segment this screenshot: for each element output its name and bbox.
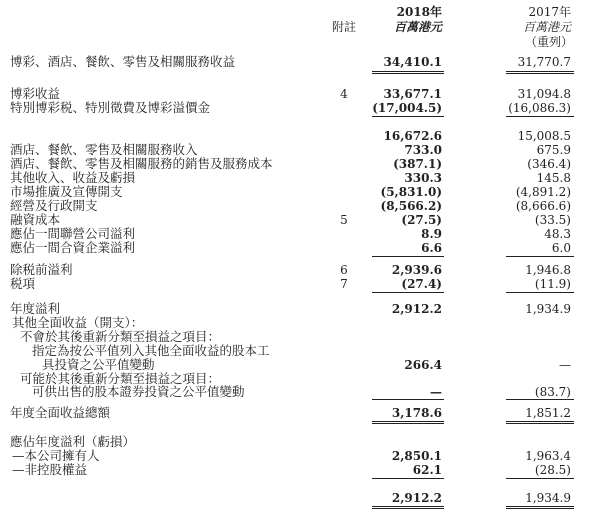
value-2017: 15,008.5 — [517, 129, 571, 143]
row-label: 融資成本 — [10, 212, 61, 227]
value-2017: (33.5) — [534, 213, 571, 227]
row-label: 應佔一間聯營公司溢利 — [10, 226, 136, 241]
subtotal-underline — [372, 116, 444, 117]
value-2017: 1,963.4 — [525, 449, 571, 463]
row-label: 應佔年度溢利（虧損） — [10, 434, 136, 449]
double-underline — [506, 73, 574, 74]
value-2017: — — [559, 358, 571, 372]
value-2018: (27.4) — [401, 277, 442, 291]
value-2018: 16,672.6 — [383, 129, 442, 143]
double-underline — [372, 506, 444, 507]
row-label: 不會於其後重新分類至損益之項目： — [20, 329, 221, 344]
row-label: 博彩收益 — [10, 86, 61, 101]
row-label: —非控股權益 — [12, 462, 88, 477]
value-2018: (17,004.5) — [372, 101, 442, 115]
subtotal-underline — [372, 399, 444, 400]
value-2017: (4,891.2) — [515, 185, 571, 199]
double-underline — [506, 423, 574, 424]
note-ref: 6 — [340, 263, 348, 277]
value-2017: 1,934.9 — [525, 302, 571, 316]
value-2018: 2,850.1 — [391, 449, 442, 463]
value-2017: 675.9 — [536, 143, 571, 157]
double-underline — [372, 423, 444, 424]
value-2017: (11.9) — [534, 277, 571, 291]
table-row — [0, 463, 600, 477]
value-2017: 31,094.8 — [517, 87, 571, 101]
row-label: 指定為按公平值列入其他全面收益的股本工 — [32, 343, 270, 358]
table-row — [0, 277, 600, 291]
table-row — [0, 55, 600, 69]
double-underline — [506, 506, 574, 507]
table-row — [0, 435, 600, 449]
value-2017: 31,770.7 — [517, 55, 571, 69]
subtotal-underline — [372, 292, 444, 293]
table-row — [0, 358, 600, 372]
table-row — [0, 241, 600, 255]
value-2017: 6.0 — [551, 241, 571, 255]
double-underline — [506, 508, 574, 509]
double-underline — [372, 421, 444, 422]
table-row — [0, 87, 600, 101]
value-2018: 62.1 — [412, 463, 442, 477]
value-2018: 6.6 — [421, 241, 442, 255]
subtotal-underline — [506, 116, 574, 117]
table-row — [0, 406, 600, 420]
value-2018: 3,178.6 — [391, 406, 442, 420]
table-row — [0, 143, 600, 157]
value-2018: 33,677.1 — [383, 87, 442, 101]
table-row — [0, 330, 600, 344]
table-row — [0, 227, 600, 241]
value-2018: 2,912.2 — [391, 491, 442, 505]
table-row — [0, 316, 600, 330]
row-label: 除税前溢利 — [10, 262, 73, 277]
table-row — [0, 449, 600, 463]
value-2017: (28.5) — [534, 463, 571, 477]
value-2017: (346.4) — [527, 157, 571, 171]
double-underline — [372, 71, 444, 72]
unit-2018-header: 百萬港元 — [393, 20, 442, 34]
double-underline — [506, 71, 574, 72]
value-2018: 266.4 — [404, 358, 442, 372]
value-2017: (83.7) — [534, 385, 571, 399]
value-2018: (8,566.2) — [380, 199, 442, 213]
value-2018: 2,912.2 — [391, 302, 442, 316]
note-ref: 4 — [340, 87, 348, 101]
row-label: 市場推廣及宣傳開支 — [10, 184, 123, 199]
table-row — [0, 385, 600, 399]
row-label: —本公司擁有人 — [12, 448, 100, 463]
double-underline — [372, 508, 444, 509]
row-label: 可能於其後重新分類至損益之項目： — [20, 371, 221, 386]
table-row — [0, 344, 600, 358]
row-label: 酒店、餐飲、零售及相關服務收入 — [10, 142, 198, 157]
value-2018: 2,939.6 — [391, 263, 442, 277]
value-2017: (8,666.6) — [515, 199, 571, 213]
row-label: 酒店、餐飲、零售及相關服務的銷售及服務成本 — [10, 156, 273, 171]
row-label: 博彩、酒店、餐飲、零售及相關服務收益 — [10, 54, 236, 69]
table-row — [0, 213, 600, 227]
table-row — [0, 491, 600, 505]
value-2018: — — [430, 385, 442, 399]
value-2018: 733.0 — [404, 143, 442, 157]
subtotal-underline — [506, 256, 574, 257]
value-2018: 330.3 — [404, 171, 442, 185]
subtotal-underline — [372, 478, 444, 479]
row-label: 應佔一間合資企業溢利 — [10, 240, 136, 255]
value-2017: (16,086.3) — [508, 101, 571, 115]
note-ref: 7 — [340, 277, 348, 291]
value-2018: (5,831.0) — [380, 185, 442, 199]
value-2018: (387.1) — [393, 157, 442, 171]
table-row — [0, 185, 600, 199]
value-2017: 145.8 — [536, 171, 571, 185]
value-2018: 8.9 — [421, 227, 442, 241]
row-label: 可供出售的股本證券投資之公平值變動 — [32, 384, 245, 399]
subtotal-underline — [506, 478, 574, 479]
restated-header: （重列） — [524, 35, 573, 49]
table-row — [0, 129, 600, 143]
table-row — [0, 302, 600, 316]
value-2017: 48.3 — [544, 227, 571, 241]
note-ref: 5 — [340, 213, 348, 227]
row-label: 其他收入、收益及虧損 — [10, 170, 136, 185]
year-2018-header: 2018年 — [396, 5, 442, 19]
table-row — [0, 101, 600, 115]
table-row — [0, 171, 600, 185]
year-2017-header: 2017年 — [528, 5, 571, 19]
subtotal-underline — [506, 292, 574, 293]
row-label: 年度全面收益總額 — [10, 405, 111, 420]
value-2018: (27.5) — [401, 213, 442, 227]
table-row — [0, 263, 600, 277]
row-label: 年度溢利 — [10, 301, 61, 316]
row-label: 税項 — [10, 276, 36, 291]
value-2018: 34,410.1 — [383, 55, 442, 69]
value-2017: 1,946.8 — [525, 263, 571, 277]
subtotal-underline — [372, 256, 444, 257]
table-row — [0, 199, 600, 213]
table-row — [0, 157, 600, 171]
value-2017: 1,851.2 — [525, 406, 571, 420]
unit-2017-header: 百萬港元 — [522, 20, 571, 34]
row-label: 特別博彩税、特別徵費及博彩溢價金 — [10, 100, 211, 115]
row-label: 具投資之公平值變動 — [42, 357, 155, 372]
subtotal-underline — [506, 399, 574, 400]
row-label: 其他全面收益（開支）： — [12, 315, 144, 330]
note-column-header: 附註 — [331, 20, 356, 34]
row-label: 經營及行政開支 — [10, 198, 98, 213]
double-underline — [506, 421, 574, 422]
value-2017: 1,934.9 — [525, 491, 571, 505]
double-underline — [372, 73, 444, 74]
